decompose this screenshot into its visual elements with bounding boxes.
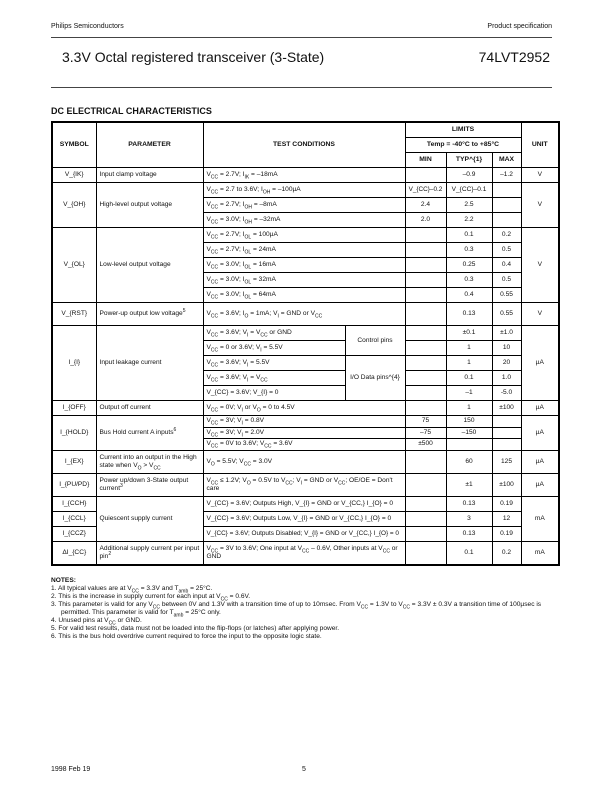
max-cell: 0.4 [492,258,521,273]
max-cell: 0.55 [492,288,521,303]
max-cell: –1.2 [492,168,521,183]
table-row [52,496,559,511]
test-condition-cell: $V_{CC} = 3.6V$; $V_I = V_{CC}$ or GND [203,326,345,341]
note-item: 2. This is the increase in supply current for each input at $V_{CC} = 0.6V$. [51,593,251,603]
unit-cell: µA [521,326,559,401]
test-condition-cell: $V_{CC} = 3.0V$; $I_{OL} = 32mA$ [203,273,405,288]
test-condition-cell [203,511,405,526]
max-cell: ±100 [492,401,521,416]
max-cell: 10 [492,341,521,356]
min-cell [405,258,446,273]
min-cell [405,541,446,565]
test-condition-cell: $V_{CC} = 3.0V$; $I_{OL} = 16mA$ [203,258,405,273]
symbol-cell-text: I_{CCL} [62,514,86,522]
max-cell: 0.19 [492,526,521,541]
min-cell [405,401,446,416]
min-cell: 2.4 [405,198,446,213]
min-cell [405,496,446,511]
unit-cell: mA [521,496,559,541]
test-condition-cell: $V_{CC} = 3.6V$; $V_I = 5.5V$ [203,356,345,371]
typ-cell: 0.1 [446,541,492,565]
symbol-cell [52,541,96,565]
test-condition-cell: $V_{CC} = 3.6V$; $V_I = V_{CC}$ [203,371,345,386]
parameter-cell: Bus Hold current A inputs$^6$ [96,416,203,451]
max-cell: ±100 [492,473,521,496]
test-condition-cell: $V_{CC} = 3.6V$; $I_O = 1mA$; $V_I$ = GND or $V_{CC}$ [203,303,405,326]
max-cell: -5.0 [492,386,521,401]
max-cell [492,427,521,439]
table-row [52,228,559,243]
title-rule [51,87,552,88]
min-cell: –75 [405,427,446,439]
symbol-cell-text: I_{I} [68,359,81,366]
min-cell [405,273,446,288]
symbol-cell [52,473,96,496]
min-cell [405,168,446,183]
parameter-cell: Current into an output in the High state when $V_O > V_{CC}$ [96,450,203,473]
min-cell [405,473,446,496]
symbol-cell [52,168,96,183]
unit-cell: µA [521,450,559,473]
typ-cell: 1 [446,341,492,356]
table-row [52,541,559,565]
typ-cell: 0.1 [446,371,492,386]
test-condition-cell: $V_{CC} = 3V$; $V_I = 2.0V$ [203,427,405,439]
test-condition-cell: $V_{CC} = 3.0V$; $I_{OL} = 64mA$ [203,288,405,303]
pins-cell: Control pins [345,326,405,356]
min-cell [405,228,446,243]
symbol-cell [52,496,96,511]
parameter-cell: Output off current [96,401,203,416]
unit-cell: V [521,303,559,326]
pins-cell-text: I/O Data pins^{4} [350,374,400,381]
max-cell: 125 [492,450,521,473]
test-condition-cell-text: V_{CC} = 3.6V; Outputs High, V_{I} = GND or V_{CC,} I_{O} = 0 [206,499,394,507]
header-symbol: SYMBOL [52,122,96,168]
symbol-cell [52,511,96,526]
symbol-cell-text: I_{HOLD} [60,428,89,436]
test-condition-cell [203,496,405,511]
typ-cell: 0.13 [446,303,492,326]
min-cell: ±500 [405,439,446,451]
max-cell: 20 [492,356,521,371]
notes [51,577,571,641]
typ-cell: ±1 [446,473,492,496]
min-cell [405,511,446,526]
unit-cell: µA [521,473,559,496]
min-cell: 75 [405,416,446,428]
page-number: 5 [302,766,306,773]
min-cell: 2.0 [405,213,446,228]
min-cell [405,243,446,258]
table-row [52,303,559,326]
note-item: 3. This parameter is valid for any $V_{CC}$ between 0V and 1.3V with a transition time of up to 10msec. From $V_{CC} = 1.3V$ to $V_{CC} = 3.3V \pm 0.3V$ a transition time of 100µsec is permitted. This parameter is valid for $T_{amb} = 25^\circ C$ only. [51,601,542,619]
test-condition-cell: $V_{CC} = 2.7V$; $I_{OL} = 24mA$ [203,243,405,258]
unit-cell: V [521,168,559,183]
parameter-cell: Power up/down 3-State output current$^3$ [96,473,203,496]
test-condition-cell-text: V_{CC} = 3.6V; Outputs Disabled; V_{I} = GND or V_{CC,} I_{O} = 0 [206,529,399,537]
symbol-cell-text: V_{OL} [63,261,85,268]
typ-cell: –150 [446,427,492,439]
typ-cell: 1 [446,356,492,371]
min-cell [405,386,446,401]
typ-cell [446,183,492,198]
max-cell [492,439,521,451]
header-temp: Temp = -40°C to +85°C [405,138,521,153]
test-condition-cell: $V_{CC} = 0V$ to 3.6V; $V_{CC} = 3.6V$ [203,439,405,451]
test-condition-cell: $V_{CC} = 0V$; $V_I$ or $V_O = 0$ to 4.5V [203,401,405,416]
min-cell [405,450,446,473]
typ-cell: 150 [446,416,492,428]
company-name: Philips Semiconductors [51,23,124,30]
symbol-cell-text: I_{CCZ} [62,529,86,537]
max-cell: 0.5 [492,273,521,288]
header-unit: UNIT [521,122,559,168]
max-cell: 0.19 [492,496,521,511]
header-typ [446,153,492,168]
header-rule [51,37,552,38]
section-title: DC ELECTRICAL CHARACTERISTICS [51,106,212,116]
symbol-cell [52,416,96,451]
symbol-cell [52,326,96,401]
unit-cell: mA [521,541,559,565]
unit-cell: V [521,228,559,303]
min-cell [405,341,446,356]
symbol-cell-text: I_{EX} [64,457,84,465]
test-condition-cell: $V_O = 5.5V$; $V_{CC} = 3.0V$ [203,450,405,473]
typ-cell: 0.4 [446,288,492,303]
table-row [52,473,559,496]
typ-cell: 3 [446,511,492,526]
parameter-cell: Low-level output voltage [96,228,203,303]
header-parameter: PARAMETER [96,122,203,168]
typ-cell: 2.5 [446,198,492,213]
test-condition-cell-text: V_{CC} = 3.6V; Outputs Low, V_{I} = GND or V_{CC,} I_{O} = 0 [206,514,392,522]
parameter-cell: Input leakage current [96,326,203,401]
max-cell: 0.55 [492,303,521,326]
max-cell [492,183,521,198]
max-cell: ±1.0 [492,326,521,341]
footer-date: 1998 Feb 19 [51,766,91,773]
typ-cell: 0.13 [446,496,492,511]
note-item: 5. For valid test results, data must not be loaded into the flip-flops (or latches) after applying power. [51,625,340,632]
min-cell [405,183,446,198]
typ-cell: –0.9 [446,168,492,183]
symbol-cell-text: ΔI_{CC} [62,548,87,556]
max-cell [492,198,521,213]
test-condition-cell: $V_{CC} = 2.7$ to 3.6V; $I_{OH} = -100\mu A$ [203,183,405,198]
max-cell: 0.2 [492,541,521,565]
header-typ-label: TYP^{1} [455,156,483,163]
test-condition-cell: $V_{CC} = 3V$ to 3.6V; One input at $V_{CC} - 0.6V$, Other inputs at $V_{CC}$ or GND [203,541,405,565]
test-condition-cell: $V_{CC} = 2.7V$; $I_{OH} = -8mA$ [203,198,405,213]
header-limits: LIMITS [405,122,521,138]
note-item: 6. This is the bus hold overdrive current required to force the input to the opposite logic state. [51,633,322,640]
typ-cell-text: V_{CC}–0.1 [451,186,487,193]
document-type: Product specification [487,23,552,30]
symbol-cell-text: I_{OFF} [62,404,86,411]
symbol-cell [52,526,96,541]
max-cell: 0.5 [492,243,521,258]
pins-cell [345,356,405,401]
typ-cell: 0.13 [446,526,492,541]
test-condition-cell: $V_{CC} = 2.7V$; $I_{IK} = -18mA$ [203,168,405,183]
test-condition-cell-text: V_{CC} = 3.6V; V_{I} = 0 [206,389,279,396]
min-cell [405,303,446,326]
header-min: MIN [405,153,446,168]
table-row [52,416,559,428]
dc-characteristics-table [51,121,560,566]
min-cell [405,326,446,341]
typ-cell [446,439,492,451]
typ-cell: 0.3 [446,243,492,258]
symbol-cell-text: V_{IK} [64,171,84,178]
header-test-conditions: TEST CONDITIONS [203,122,405,168]
test-condition-cell: $V_{CC} = 3V$; $V_I = 0.8V$ [203,416,405,428]
test-condition-cell: $V_{CC} = 2.7V$; $I_{OL} = 100\mu A$ [203,228,405,243]
min-cell [405,526,446,541]
test-condition-cell: $V_{CC} = 3.0V$; $I_{OH} = -32mA$ [203,213,405,228]
test-condition-cell: $V_{CC} \le 1.2V$; $V_O = 0.5V$ to $V_{CC}$; $V_I$ = GND or $V_{CC}$; OE/OE = Don't care [203,473,405,496]
parameter-cell: Input clamp voltage [96,168,203,183]
notes-heading: NOTES: [51,577,76,584]
symbol-cell [52,450,96,473]
test-condition-cell [203,386,345,401]
table-body [52,168,559,565]
typ-cell: –1 [446,386,492,401]
document-title: 3.3V Octal registered transceiver (3-State) [62,49,325,65]
typ-cell: 60 [446,450,492,473]
typ-cell: 0.25 [446,258,492,273]
symbol-cell [52,228,96,303]
symbol-cell-text: I_{PU/PD} [59,480,90,488]
note-item: 4. Unused pins at $V_{CC}$ or GND. [51,617,142,627]
symbol-cell [52,401,96,416]
part-number: 74LVT2952 [478,49,550,65]
parameter-cell: High-level output voltage [96,183,203,228]
max-cell [492,416,521,428]
max-cell: 1.0 [492,371,521,386]
max-cell: 12 [492,511,521,526]
typ-cell: ±0.1 [446,326,492,341]
min-cell [405,371,446,386]
typ-cell: 0.1 [446,228,492,243]
typ-cell: 1 [446,401,492,416]
parameter-cell: Quiescent supply current [96,496,203,541]
table-row [52,183,559,198]
table-row [52,401,559,416]
min-cell [405,356,446,371]
unit-cell: µA [521,416,559,451]
parameter-cell: Additional supply current per input pin$^2$ [96,541,203,565]
min-cell [405,288,446,303]
symbol-cell-text: I_{CCH} [62,499,87,507]
symbol-cell [52,303,96,326]
table-row [52,326,559,341]
max-cell: 0.2 [492,228,521,243]
test-condition-cell [203,526,405,541]
typ-cell: 2.2 [446,213,492,228]
parameter-cell: Power-up output low voltage$^5$ [96,303,203,326]
unit-cell: µA [521,401,559,416]
symbol-cell-text: V_{RST} [61,310,88,317]
table-row [52,450,559,473]
min-cell-text: V_{CC}–0.2 [408,186,443,193]
symbol-cell [52,183,96,228]
symbol-cell-text: V_{OH} [63,201,86,208]
test-condition-cell: $V_{CC} = 0$ or 3.6V; $V_I = 5.5V$ [203,341,345,356]
note-item: 1. All typical values are at $V_{CC} = 3.3V$ and $T_{amb} = 25^\circ C$. [51,585,213,595]
max-cell [492,213,521,228]
unit-cell: V [521,183,559,228]
typ-cell: 0.3 [446,273,492,288]
table-row [52,168,559,183]
header-max: MAX [492,153,521,168]
